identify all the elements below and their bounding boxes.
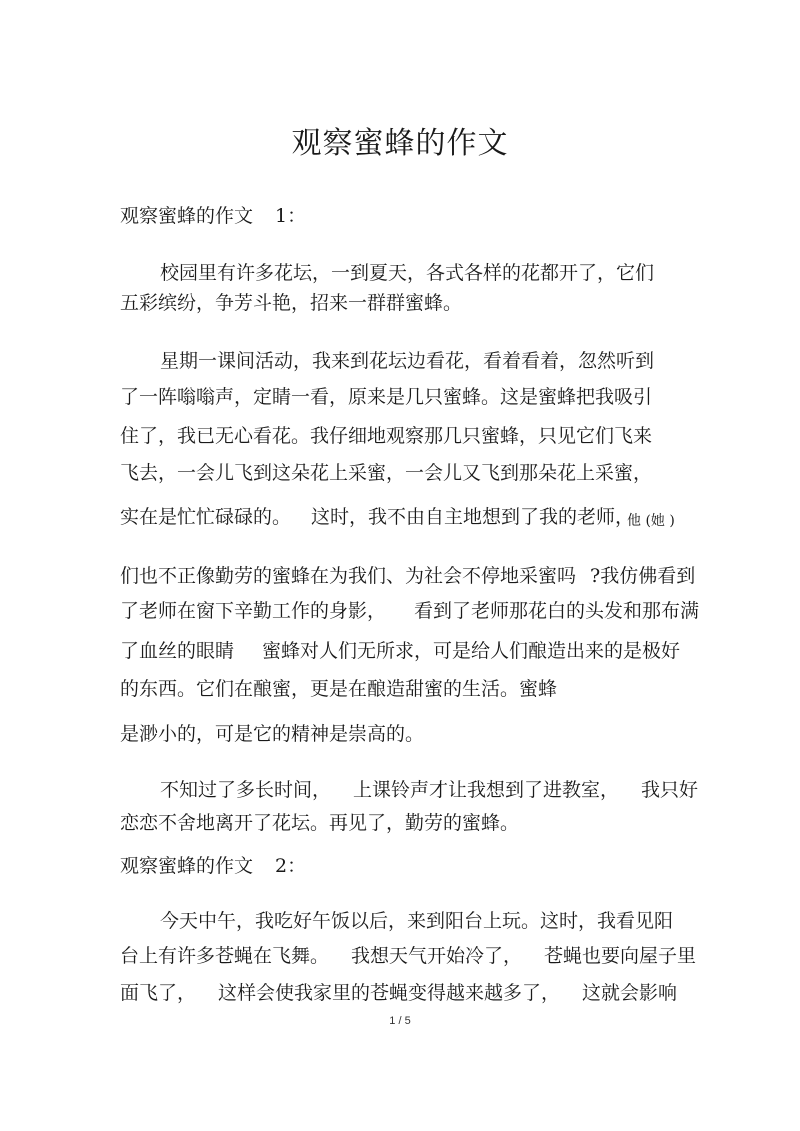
paragraph-line: 校园里有许多花坛，一到夏天，各式各样的花都开了，它们 — [160, 262, 655, 284]
section-heading-text: 观察蜜蜂的作文 — [120, 855, 254, 877]
section-heading-number: 1： — [275, 205, 307, 227]
text-run: 这样会使我家里的苍蝇变得越来越多了， — [218, 982, 561, 1004]
text-run: 这就会影响 — [582, 982, 678, 1004]
paragraph-line: 今天中午，我吃好午饭以后，来到阳台上玩。这时，我看见阳 — [160, 910, 674, 932]
text-run: 了血丝的眼睛 — [120, 640, 235, 662]
text-run: 了老师在窗下辛勤工作的身影， — [120, 600, 387, 622]
text-run: 面飞了， — [120, 982, 197, 1004]
paragraph-line — [160, 778, 698, 802]
text-run: ?我仿佛看到 — [590, 565, 696, 587]
paragraph-line: 了一阵嗡嗡声，定睛一看，原来是几只蜜蜂。这是蜜蜂把我吸引 — [120, 386, 653, 408]
text-run: 看到了老师那花白的头发和那布满 — [414, 600, 700, 622]
paragraph-line — [120, 944, 696, 968]
text-run: 他 (她 ) — [627, 513, 675, 529]
paragraph-line — [120, 981, 677, 1005]
text-run: 台上有许多苍蝇在飞舞。 — [120, 945, 330, 967]
page-number: 1 / 5 — [389, 1015, 411, 1027]
paragraph-line: 五彩缤纷，争芳斗艳，招来一群群蜜蜂。 — [120, 292, 463, 314]
text-run: 们也不正像勤劳的蜜蜂在为我们、为社会不停地采蜜吗 — [120, 565, 577, 587]
paragraph-line — [120, 639, 680, 663]
text-run: 我想天气开始冷了， — [351, 945, 523, 967]
text-run: 不知过了多长时间， — [160, 779, 332, 801]
section-heading-number: 2： — [275, 855, 307, 877]
paragraph-line — [120, 599, 699, 623]
document-title: 观察蜜蜂的作文 — [291, 126, 509, 161]
section-heading-text: 观察蜜蜂的作文 — [120, 205, 254, 227]
paragraph-line — [120, 564, 695, 588]
paragraph-line: 是渺小的，可是它的精神是崇高的。 — [120, 723, 425, 745]
text-run: 苍蝇也要向屋子里 — [544, 945, 697, 967]
text-run: 上课铃声才让我想到了进教室， — [353, 779, 620, 801]
text-run: 这时，我不由自主地想到了我的老师， — [311, 506, 635, 528]
paragraph-line — [120, 505, 634, 529]
paragraph-line: 恋恋不舍地离开了花坛。再见了，勤劳的蜜蜂。 — [120, 812, 520, 834]
section-heading-1 — [120, 204, 306, 228]
text-run: 实在是忙忙碌碌的。 — [120, 506, 292, 528]
paragraph-line: 住了，我已无心看花。我仔细地观察那几只蜜蜂，只见它们飞来 — [120, 425, 653, 447]
text-run: 蜜蜂对人们无所求，可是给人们酿造出来的是极好 — [262, 640, 681, 662]
paragraph-line: 飞去，一会儿飞到这朵花上采蜜，一会儿又飞到那朵花上采蜜， — [120, 462, 653, 484]
paragraph-line: 的东西。它们在酿蜜，更是在酿造甜蜜的生活。蜜蜂 — [120, 678, 558, 700]
section-heading-2 — [120, 854, 306, 878]
paragraph-line: 星期一课间活动，我来到花坛边看花，看着看着，忽然听到 — [160, 350, 655, 372]
text-run: 我只好 — [641, 779, 699, 801]
